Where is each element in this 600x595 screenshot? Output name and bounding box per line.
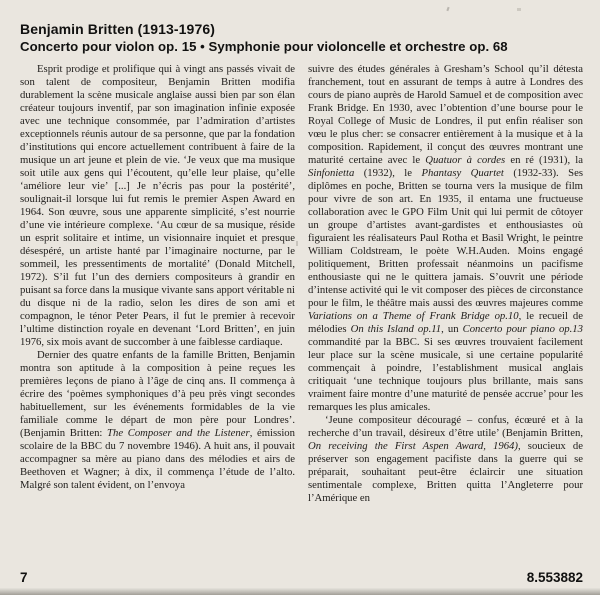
work-title-italic: Sinfonietta (308, 167, 355, 179)
body-text: ‘Jeune compositeur découragé – confus, écœuré et à la recherche d’un travail, désireux d’être utile’ (Benjamin Britten, (308, 414, 583, 439)
body-text: , un (441, 323, 463, 335)
page-header (20, 20, 583, 56)
body-text: , soucieux de préserver son engagement pacifiste dans la guerre qui se préparait, souhaitant peut-être éclaircir une situation sentimentale complexe, Britten quitta l’Angleterre pour l’Amérique en (308, 440, 583, 504)
text-columns (20, 63, 583, 560)
work-title-italic: Variations on a Theme of Frank Bridge op.10 (308, 310, 519, 322)
work-title-italic: On receiving the First Aspen Award, 1964) (308, 440, 518, 452)
composer-title: Benjamin Britten (1913-1976) (20, 21, 215, 37)
work-title-italic: Quatuor à cordes (425, 154, 506, 166)
paragraph (308, 414, 583, 505)
scan-speck (517, 8, 521, 11)
scan-speck (446, 7, 449, 11)
work-title-italic: Concerto pour piano op.13 (462, 323, 583, 335)
left-column (20, 63, 295, 560)
body-text: (1932-33). Ses diplômes en poche, Britten se tourna vers la musique de film pour vivre de son art. En 1935, il entama une fructueuse collaboration avec le GPO Film Unit qui lui permit de côtoyer un groupe d’artistes avant-gardistes et enthousiastes où figuraient les réalisateurs Paul Rotha et Basil Wright, le peintre William Coldstream, le poète W.H.Auden. Moins engagé politiquement, Britten professait néanmoins un pacifisme enthousiaste qui ne le quittera jamais. S’ouvrit une période d’intense activité qui le vit composer des pièces de circonstance pour le film, le théâtre mais aussi des œuvres majeures comme (308, 167, 583, 309)
work-title-italic: The Composer and the Listener (107, 427, 250, 439)
scan-speck (296, 241, 298, 246)
body-text: , émission scolaire de la BBC du 7 novembre 1946). A huit ans, il pouvait accompagner sa mère au piano dans des mélodies et airs de Beethoven et Wagner; à dix, il commença l’étude de l’alto. Malgré son talent évident, on l’envoya (20, 427, 295, 491)
page-number: 7 (20, 570, 28, 585)
body-text: en ré (1931), la (505, 154, 583, 166)
works-subtitle: Concerto pour violon op. 15 • Symphonie pour violoncelle et orchestre op. 68 (20, 39, 508, 54)
body-text: (1932), le (354, 167, 422, 179)
scan-edge-shadow (0, 588, 600, 595)
body-text: commandité par la BBC. Si ses œuvres trouvaient facilement leur place sur la scène musicale, si une certaine popularité commençait à poindre, l’establishment musical anglais critiquait ‘une technique toujours plus brillante, mais sans vraiment faire montre d’une maturité de pensée accrue’ pour les remarques les plus amicales. (308, 336, 583, 413)
body-text: suivre des études générales à Gresham’s School qu’il détesta franchement, tout en assurant de temps à autre à Londres des cours de piano auprès de Harold Samuel et de composition avec Frank Bridge. En 1930, avec l’obtention d’une bourse pour le Royal College of Music de Londres, il put enfin réaliser son vœu le plus cher: se consacrer entièrement à la musique et à la composition. Rapidement, il conçut des œuvres montrant une maturité certaine avec le (308, 63, 583, 166)
work-title-italic: Phantasy Quartet (421, 167, 504, 179)
paragraph (20, 63, 295, 349)
paragraph (20, 349, 295, 492)
page-footer (20, 570, 583, 585)
right-column (308, 63, 583, 560)
paragraph (308, 63, 583, 414)
catalog-number: 8.553882 (526, 570, 583, 585)
work-title-italic: On this Island op.11 (350, 323, 442, 335)
body-text: Esprit prodige et prolifique qui à vingt ans passés vivait de son talent de compositeur, Benjamin Britten modifia durablement la scène musicale anglaise aussi bien par son élan créateur toujours inventif, par son imagination infinie exposée avec une technique consommée, par l’admiration d’artistes exceptionnels réunis autour de sa personne, que par la fondation d’institutions qui encore actuellement contribuent à faire de la musique un art jeune et plein de vie. ‘Je veux que ma musique soit utile aux gens qui l’écoutent, qu’elle leur plaise, qu’elle ‘améliore leur vie’ [...] Je n’écris pas pour la postérité’, soulignait-il lorsque lui fut remis le premier Aspen Award en 1964. Son œuvre, sous une apparente simplicité, s’est nourrie d’une vie intérieure complexe. ‘Au cœur de sa musique, réside un esprit solitaire et intime, un visionnaire inquiet et presque désespéré, un artiste hanté par l’imaginaire nocturne, par le sommeil, les pressentiments de mortalité’ (Donald Mitchell, 1972). S’il fut l’un des derniers compositeurs à grandir en puisant sa force dans la musique vivante sans apport véritable ni du disque ni de la radio, selon les dires de son ami et compagnon, le ténor Peter Pears, il fut le premier à recevoir l’ultime distinction royale en devenant ‘Lord Britten’, en juin 1976, six mois avant de succomber à une faiblesse cardiaque. (20, 63, 295, 348)
body-text: Dernier des quatre enfants de la famille Britten, Benjamin montra son aptitude à la composition à peine reçues les premières leçons de piano à l’âge de cinq ans. Il commença à écrire des ‘poèmes symphoniques d’à peu près vingt secondes habituellement, sur les événements formidables de la vie familiale comme le départ de mon père pour Londres’. (Benjamin Britten: (20, 349, 295, 439)
body-text: , le recueil de mélodies (308, 310, 583, 335)
